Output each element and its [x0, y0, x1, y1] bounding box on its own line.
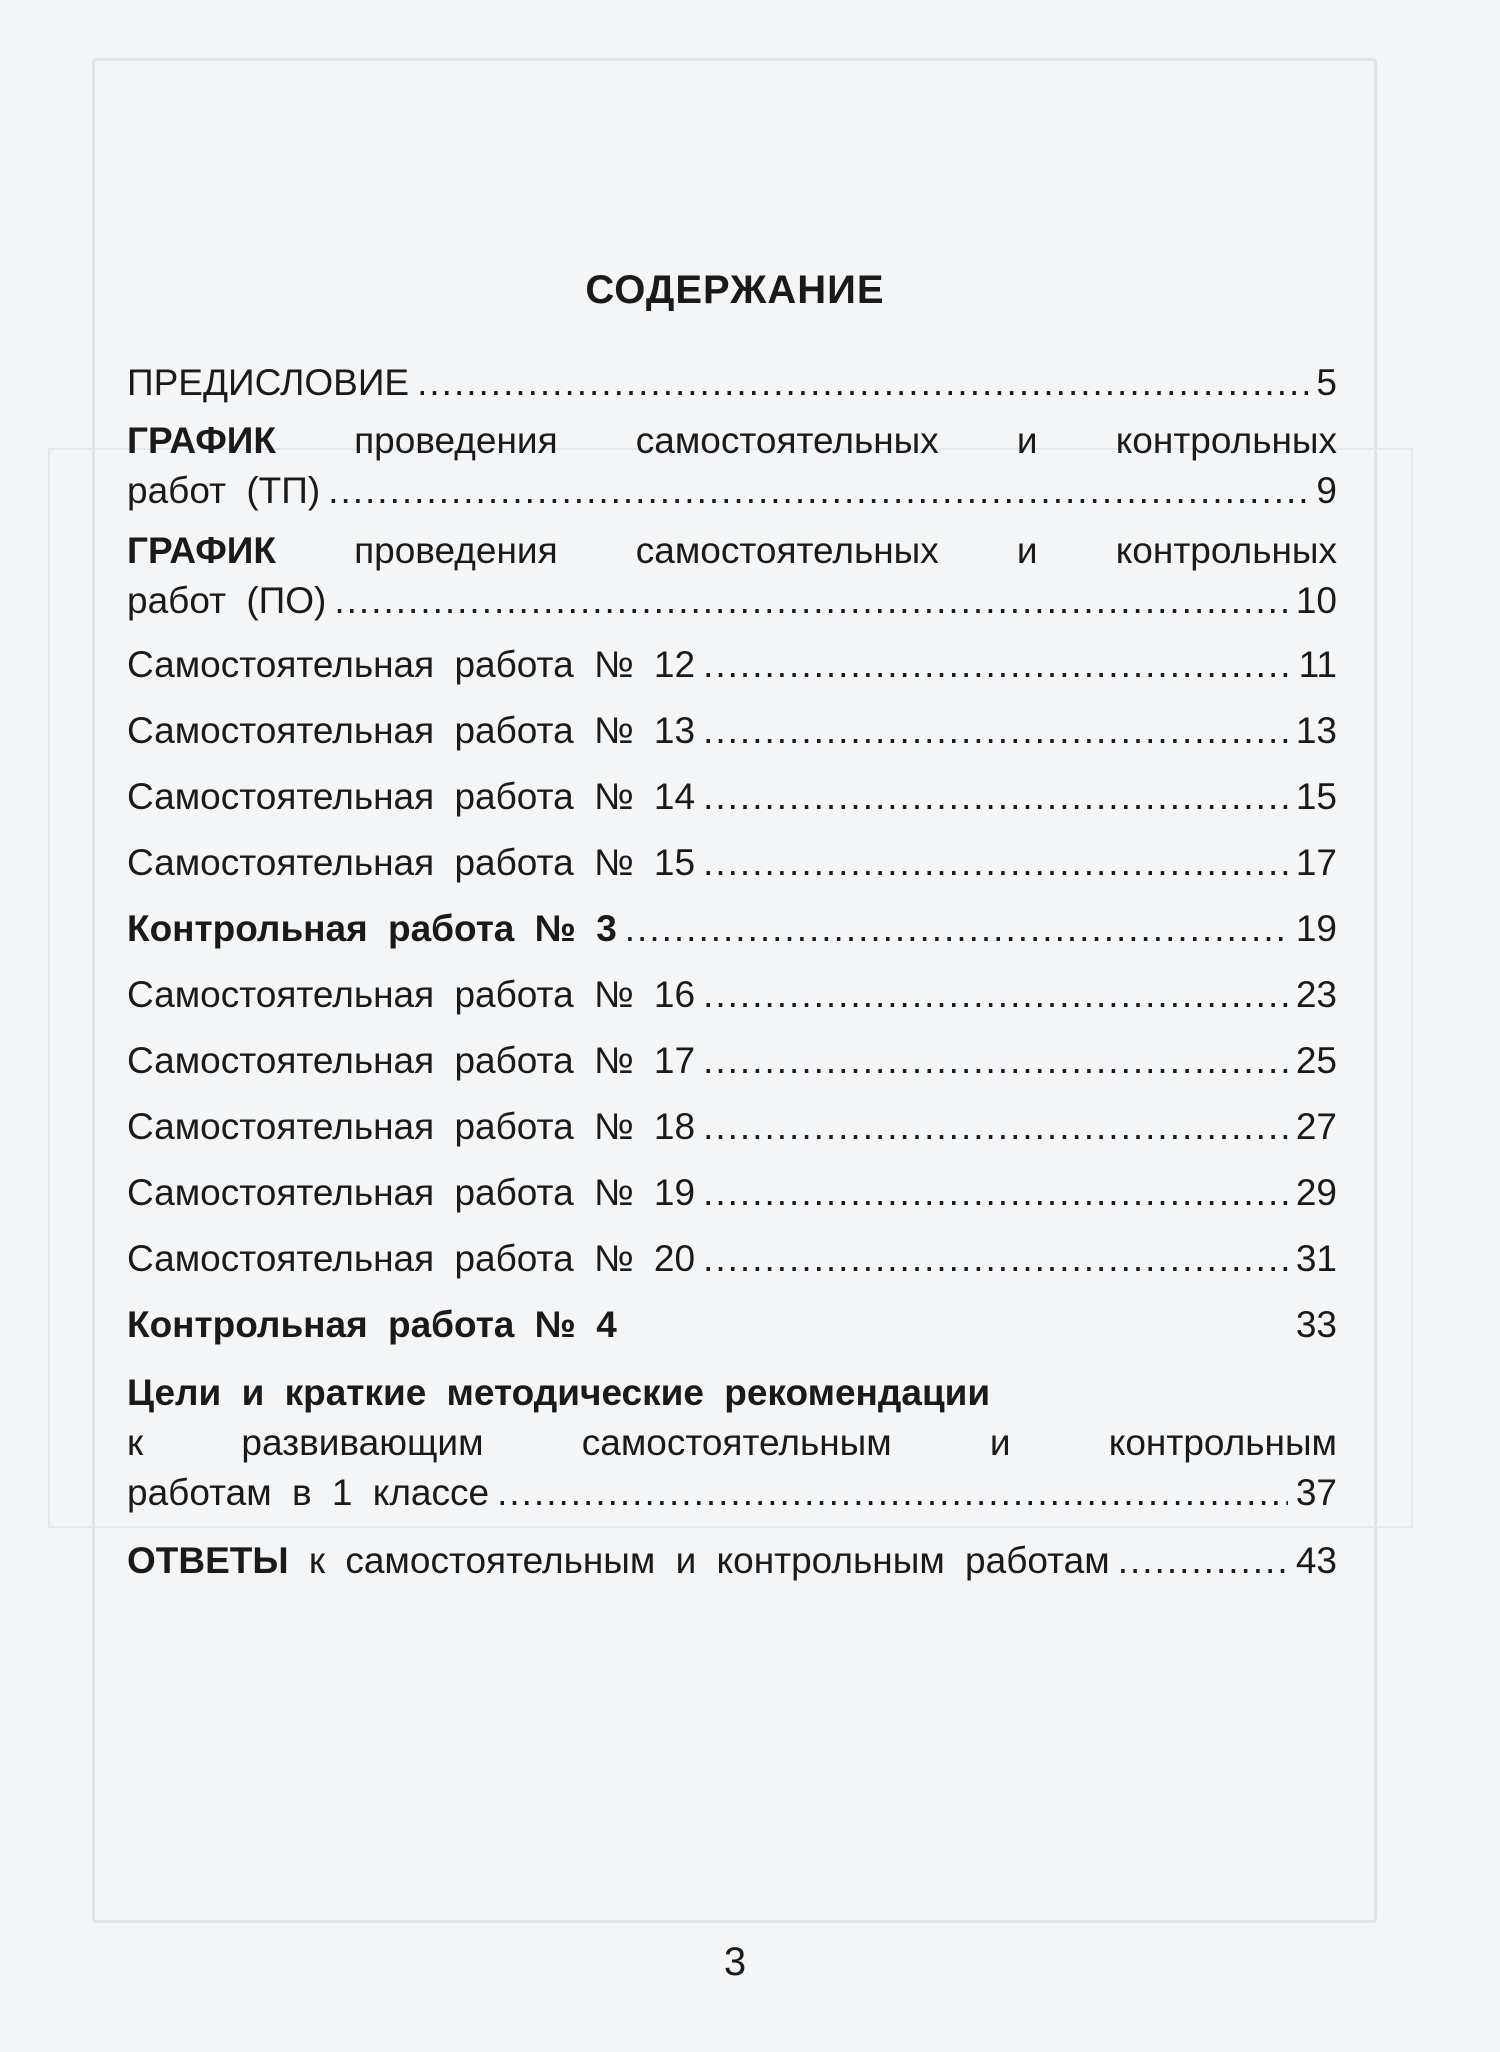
toc-entry-schedule-tp	[127, 416, 1337, 516]
toc-entry-sr-19	[127, 1168, 1337, 1218]
leader-dots	[703, 1102, 1288, 1152]
toc-entry-text: ПРЕДИСЛОВИЕ	[127, 362, 410, 403]
toc-entry-text: к развивающим самостоятельным и контрольным	[127, 1422, 1337, 1463]
toc-entry-text: к самостоятельным и контрольным работам	[288, 1540, 1110, 1581]
toc-entry-text: проведения самостоятельных и контрольных	[275, 420, 1337, 461]
toc-entry-line-2	[127, 466, 1337, 516]
toc-entry-line-1	[127, 416, 1337, 466]
toc-page-number: 10	[1295, 580, 1337, 621]
toc-page-number: 13	[1295, 710, 1337, 751]
toc-entry-line-2	[127, 576, 1337, 626]
toc-entry-text: проведения самостоятельных и контрольных	[275, 530, 1337, 571]
toc-entry-kr-4	[127, 1300, 1337, 1350]
leader-dots	[1118, 1536, 1288, 1586]
toc-entry-text: Самостоятельная работа № 14	[127, 776, 696, 817]
leader-dots	[703, 970, 1288, 1020]
toc-page-number: 29	[1295, 1172, 1337, 1213]
leader-dots	[625, 904, 1288, 954]
toc-page-number: 5	[1316, 362, 1337, 403]
toc-entry-bold: ОТВЕТЫ	[127, 1540, 289, 1581]
toc-entry-preface	[127, 358, 1337, 408]
toc-entry-schedule-po	[127, 526, 1337, 626]
toc-entry-cont: работ (ТП)	[127, 470, 321, 511]
toc-page-number: 9	[1316, 470, 1337, 511]
toc-entry-text: Самостоятельная работа № 19	[127, 1172, 696, 1213]
toc-entry-guidelines	[127, 1368, 1337, 1518]
toc-page-number: 31	[1295, 1238, 1337, 1279]
toc-page-number: 33	[1295, 1304, 1337, 1345]
toc-entry-text: Самостоятельная работа № 20	[127, 1238, 696, 1279]
leader-dots	[703, 838, 1288, 888]
toc-entry-sr-14	[127, 772, 1337, 822]
toc-entry-kr-3	[127, 904, 1337, 954]
toc-page-number: 19	[1295, 908, 1337, 949]
toc-entry-sr-18	[127, 1102, 1337, 1152]
toc-entry-text: Самостоятельная работа № 13	[127, 710, 696, 751]
leader-dots	[328, 466, 1308, 516]
leader-dots	[703, 772, 1288, 822]
leader-dots	[703, 640, 1291, 690]
toc-entry-text: Контрольная работа № 3	[127, 908, 617, 949]
toc-entry-cont: работам в 1 классе	[127, 1472, 490, 1513]
toc-entry-text: Самостоятельная работа № 17	[127, 1040, 696, 1081]
toc-entry-answers	[127, 1536, 1337, 1586]
toc-entry-line	[127, 1536, 1110, 1586]
toc-entry-text: Самостоятельная работа № 15	[127, 842, 696, 883]
toc-page-number: 17	[1295, 842, 1337, 883]
toc-page-number: 43	[1295, 1540, 1337, 1581]
toc-entry-sr-17	[127, 1036, 1337, 1086]
toc-entry-cont: работ (ПО)	[127, 580, 327, 621]
toc-entry-line-1	[127, 526, 1337, 576]
toc-entry-text: Самостоятельная работа № 12	[127, 644, 696, 685]
toc-page-number: 25	[1295, 1040, 1337, 1081]
toc-page-number: 23	[1295, 974, 1337, 1015]
toc-entry-line-2	[127, 1418, 1337, 1468]
toc-entry-sr-15	[127, 838, 1337, 888]
toc-entry-sr-16	[127, 970, 1337, 1020]
toc-entry-text: Самостоятельная работа № 16	[127, 974, 696, 1015]
toc-entry-line-3	[127, 1468, 1337, 1518]
table-of-contents	[127, 350, 1337, 1586]
leader-dots	[703, 1036, 1288, 1086]
toc-page-number: 37	[1295, 1472, 1337, 1513]
leader-dots	[703, 706, 1288, 756]
toc-entry-bold: ГРАФИК	[127, 530, 276, 571]
toc-entry-bold: ГРАФИК	[127, 420, 276, 461]
toc-entry-sr-20	[127, 1234, 1337, 1284]
page-number: 3	[723, 1940, 747, 1984]
toc-entry-bold: Цели и краткие методические рекомендации	[127, 1372, 991, 1413]
toc-page-number: 11	[1298, 644, 1337, 685]
leader-dots	[417, 358, 1308, 408]
page-title: СОДЕРЖАНИЕ	[585, 268, 885, 312]
toc-entry-text: Контрольная работа № 4	[127, 1304, 617, 1345]
toc-entry-sr-12	[127, 640, 1337, 690]
toc-entry-sr-13	[127, 706, 1337, 756]
toc-page-number: 15	[1295, 776, 1337, 817]
toc-entry-text: Самостоятельная работа № 18	[127, 1106, 696, 1147]
leader-dots	[703, 1168, 1288, 1218]
leader-dots	[334, 576, 1287, 626]
leader-dots	[703, 1234, 1288, 1284]
leader-dots	[497, 1468, 1288, 1518]
toc-page-number: 27	[1295, 1106, 1337, 1147]
